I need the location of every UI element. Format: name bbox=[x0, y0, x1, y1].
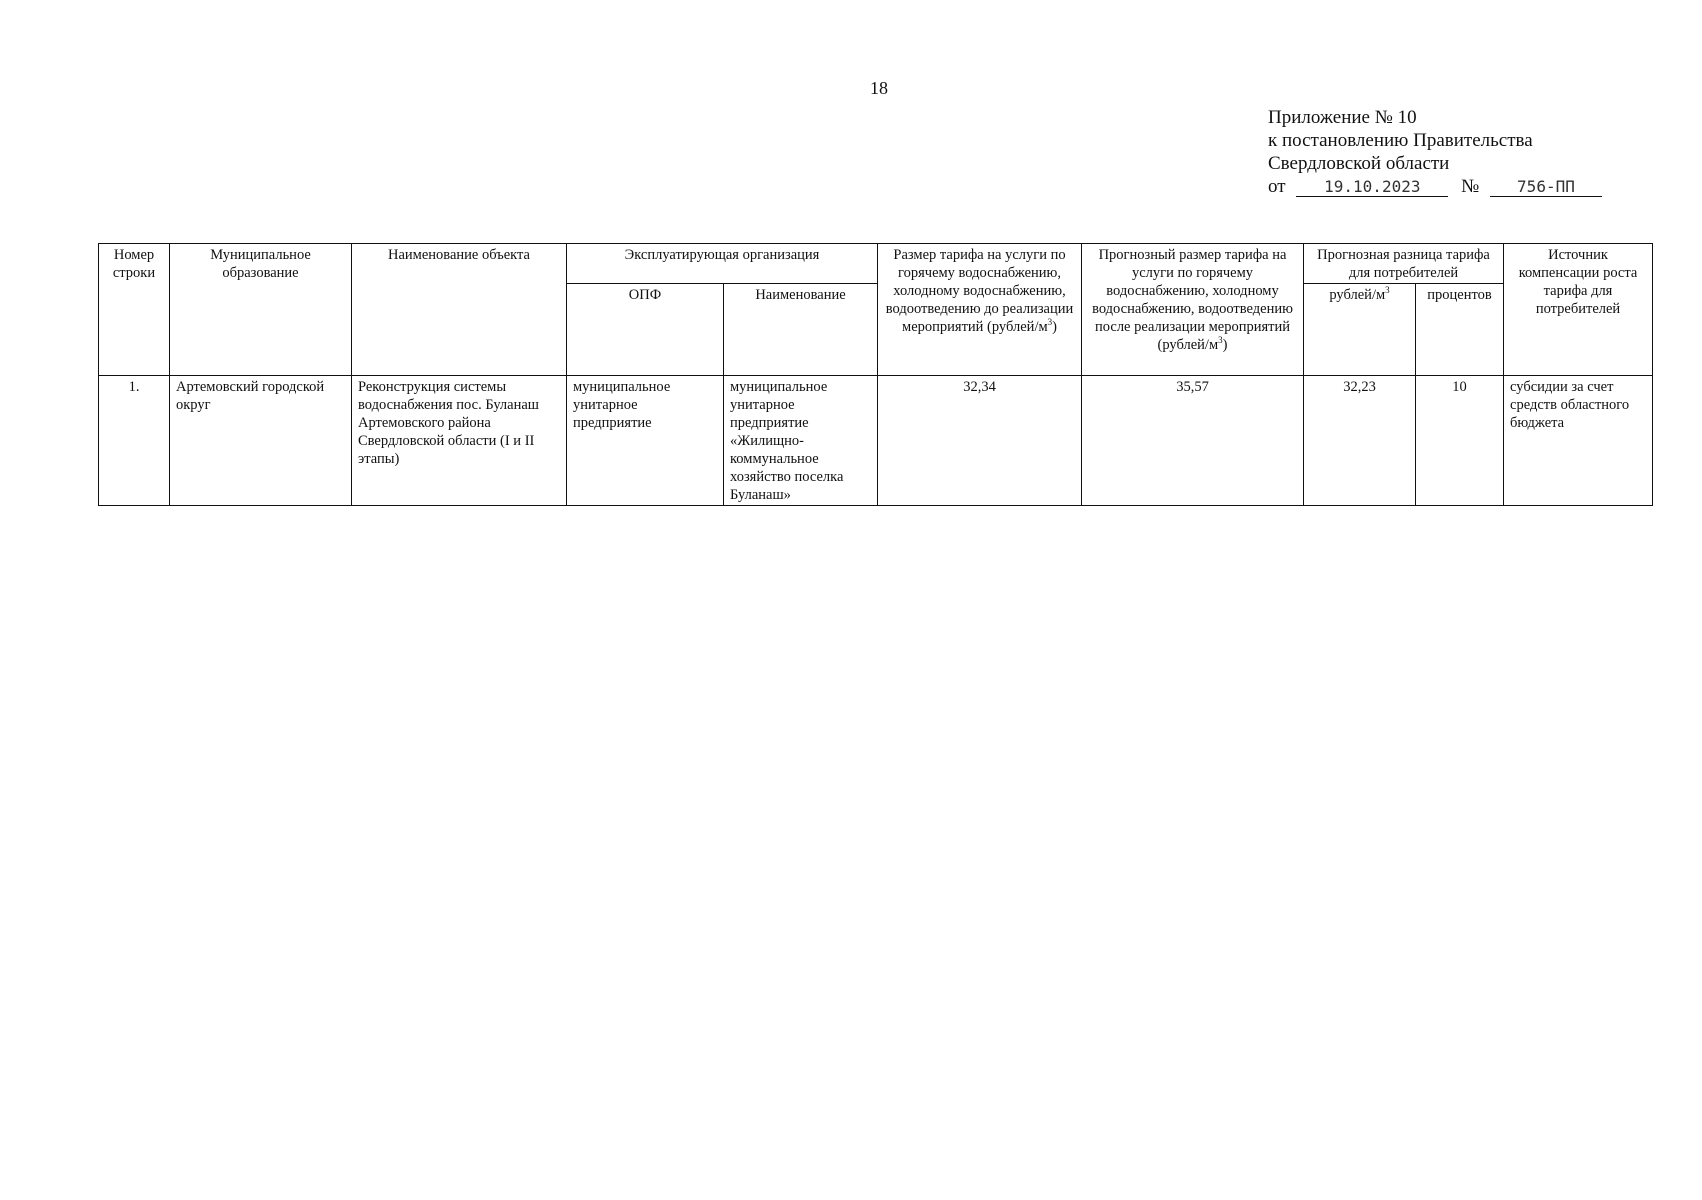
cell-municipality: Артемовский городской округ bbox=[170, 376, 352, 506]
header-difference-rub: рублей/$м^3$ bbox=[1304, 284, 1416, 376]
cell-difference-pct: 10 bbox=[1416, 376, 1504, 506]
date-prefix: от bbox=[1268, 176, 1286, 197]
document-number: 756-ПП bbox=[1490, 178, 1602, 197]
header-operator-opf: ОПФ bbox=[567, 284, 724, 376]
appendix-header bbox=[1268, 106, 1598, 198]
header-difference: Прогнозная разница тарифа для потребителей bbox=[1304, 244, 1504, 284]
appendix-resolution: к постановлению Правительства bbox=[1268, 130, 1533, 151]
cell-tariff-before: 32,34 bbox=[878, 376, 1082, 506]
header-operator: Эксплуатирующая организация bbox=[567, 244, 878, 284]
appendix-region: Свердловской области bbox=[1268, 153, 1450, 174]
appendix-title: Приложение № 10 bbox=[1268, 107, 1417, 128]
table-header-row bbox=[99, 244, 1653, 284]
tariff-table bbox=[98, 243, 1653, 506]
cell-opf: муниципальное унитарное предприятие bbox=[567, 376, 724, 506]
appendix-date-line bbox=[1268, 175, 1598, 198]
header-municipality: Муниципальное образование bbox=[170, 244, 352, 376]
cell-operator-name: муниципальное унитарное предприятие «Жилищно-коммунальное хозяйство поселка Буланаш» bbox=[724, 376, 878, 506]
cell-tariff-after: 35,57 bbox=[1082, 376, 1304, 506]
cell-row-number: 1. bbox=[99, 376, 170, 506]
header-tariff-before: Размер тарифа на услуги по горячему водоснабжению, холодному водоснабжению, водоотведению до реализации мероприятий $(рублей/м^3)$ bbox=[878, 244, 1082, 376]
cell-compensation-source: субсидии за счет средств областного бюджета bbox=[1504, 376, 1653, 506]
header-tariff-after: Прогнозный размер тарифа на услуги по горячему водоснабжению, холодному водоснабжению, водоотведению после реализации мероприятий $(рублей/м^3)$ bbox=[1082, 244, 1304, 376]
cell-difference-rub: 32,23 bbox=[1304, 376, 1416, 506]
table-row bbox=[99, 376, 1653, 506]
cell-object-name: Реконструкция системы водоснабжения пос. Буланаш Артемовского района Свердловской области (I и II этапы) bbox=[352, 376, 567, 506]
header-compensation-source: Источник компенсации роста тарифа для потребителей bbox=[1504, 244, 1653, 376]
header-difference-pct: процентов bbox=[1416, 284, 1504, 376]
header-object-name: Наименование объекта bbox=[352, 244, 567, 376]
header-row-number: Номер строки bbox=[99, 244, 170, 376]
page-number: 18 bbox=[870, 78, 888, 98]
header-operator-name: Наименование bbox=[724, 284, 878, 376]
number-prefix: № bbox=[1461, 176, 1480, 197]
date-value: 19.10.2023 bbox=[1296, 178, 1448, 197]
